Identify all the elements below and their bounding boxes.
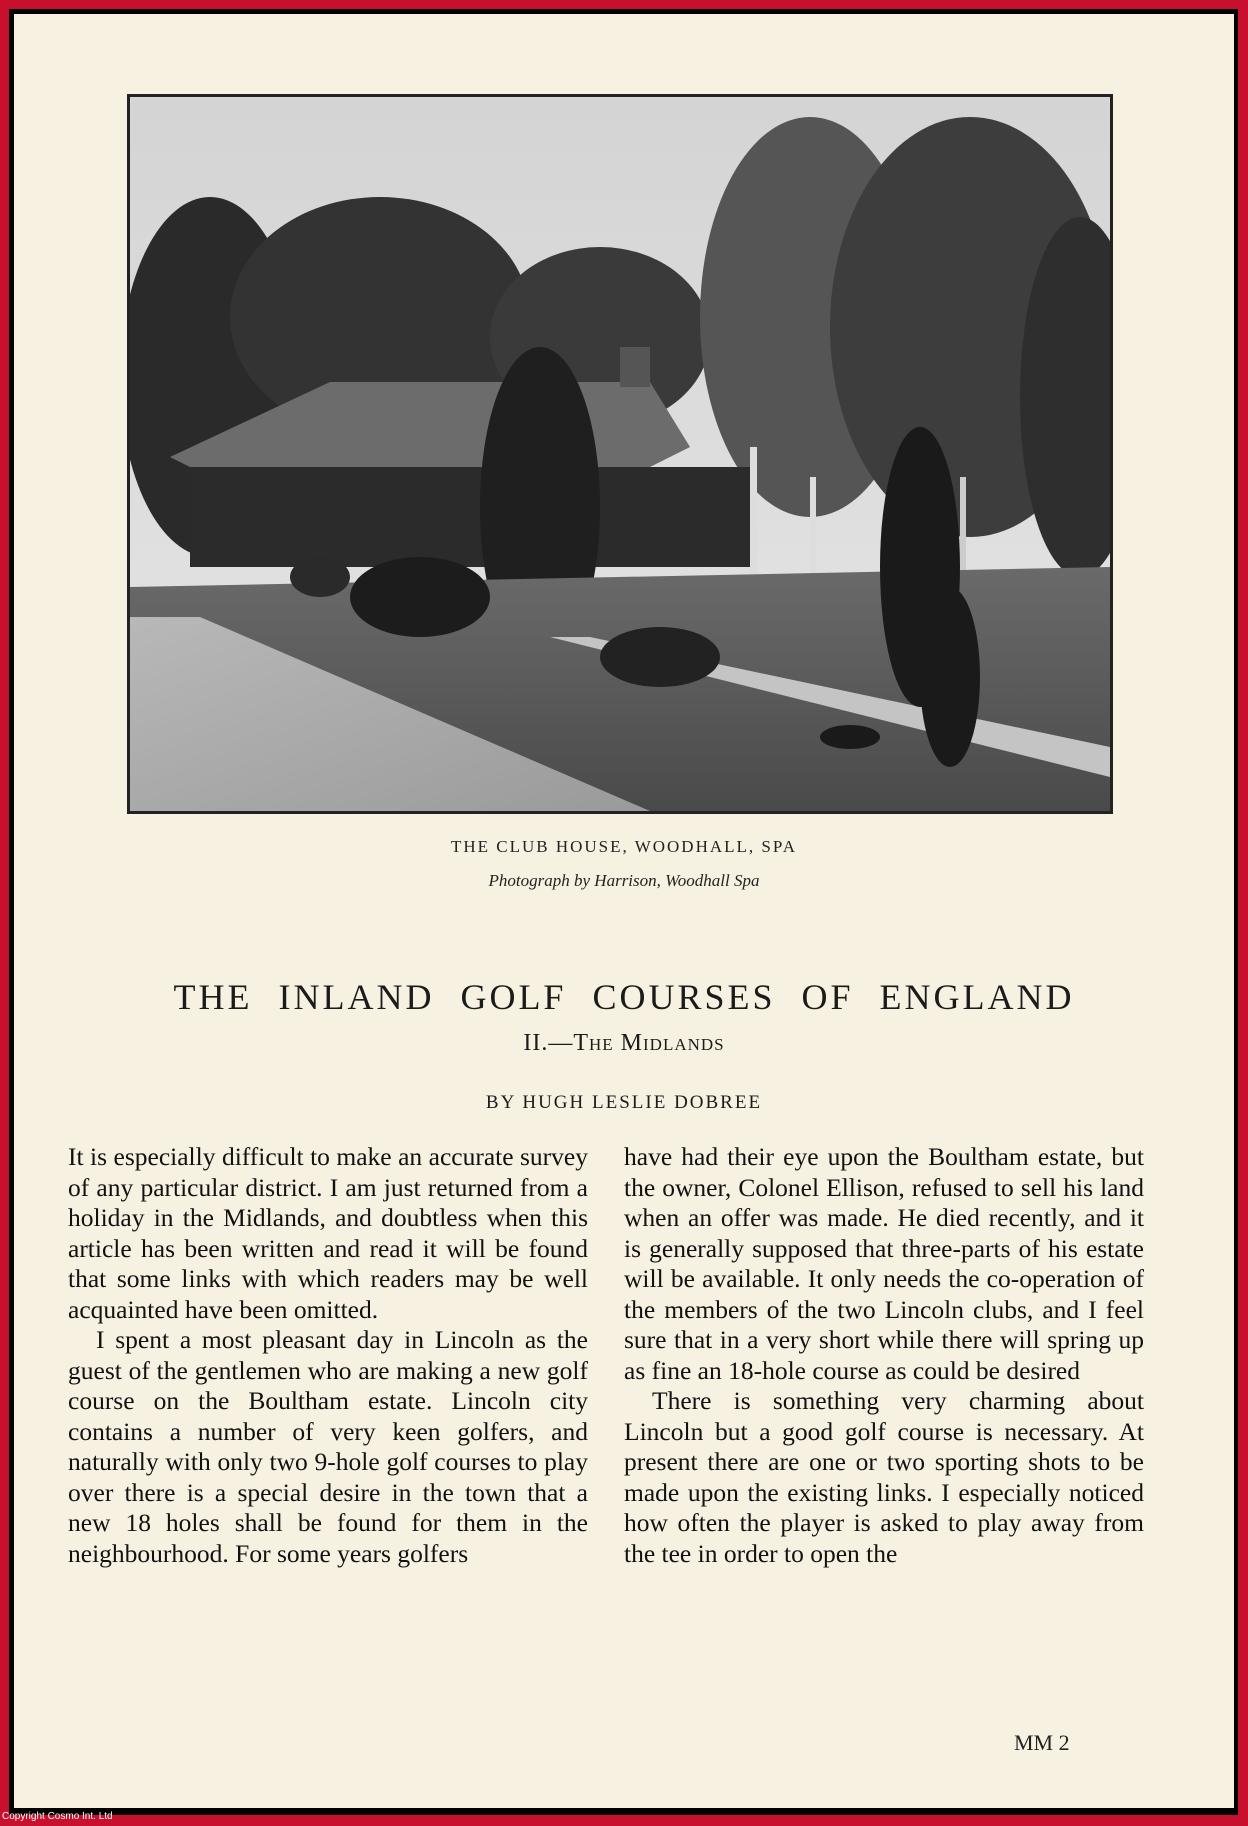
clubhouse-photo-icon bbox=[130, 97, 1110, 811]
text-column-right bbox=[624, 1142, 1144, 1569]
copyright-notice: Copyright Cosmo Int. Ltd bbox=[2, 1811, 113, 1822]
paragraph: have had their eye upon the Boultham estate, but the owner, Colonel Ellison, refused to sell his land when an offer was made. He died recently, and it is generally supposed that three-parts of his estate will be available. It only needs the co-operation of the members of the two Lincoln clubs, and I feel sure that in a very short while there will spring up as fine an 18-hole course as could be desired bbox=[624, 1142, 1144, 1385]
paragraph: It is especially difficult to make an accurate survey of any particular district. I am just returned from a holiday in the Midlands, and doubtless when this article has been written and read it will be found that some links with which readers may be well acquainted have been omitted. bbox=[68, 1142, 588, 1324]
article-byline: BY HUGH LESLIE DOBREE bbox=[485, 1092, 763, 1113]
page-signature-mark: MM 2 bbox=[1014, 1730, 1070, 1755]
photo-caption-credit: Photograph by Harrison, Woodhall Spa bbox=[488, 871, 760, 890]
paragraph: I spent a most pleasant day in Lincoln as the guest of the gentlemen who are making a new golf course on the Boultham estate. Lincoln city contains a number of very keen golfers, and naturally with only two 9-hole golf courses to play over there is a special desire in the town that a new 18 holes shall be found for them in the neighbourhood. For some years golfers bbox=[68, 1325, 588, 1568]
paragraph: There is something very charming about Lincoln but a good golf course is necessary. At present there are one or two sporting shots to be made upon the existing links. I especially noticed how often the player is asked to play away from the tee in order to open the bbox=[624, 1386, 1144, 1568]
clubhouse-photo bbox=[127, 94, 1113, 814]
article-title: THE INLAND GOLF COURSES OF ENGLAND bbox=[173, 977, 1075, 1017]
magazine-page bbox=[14, 14, 1234, 1808]
article-subtitle: II.—The Midlands bbox=[523, 1030, 725, 1056]
photo-caption-title: THE CLUB HOUSE, WOODHALL, SPA bbox=[450, 837, 798, 856]
text-column-left bbox=[68, 1142, 588, 1569]
